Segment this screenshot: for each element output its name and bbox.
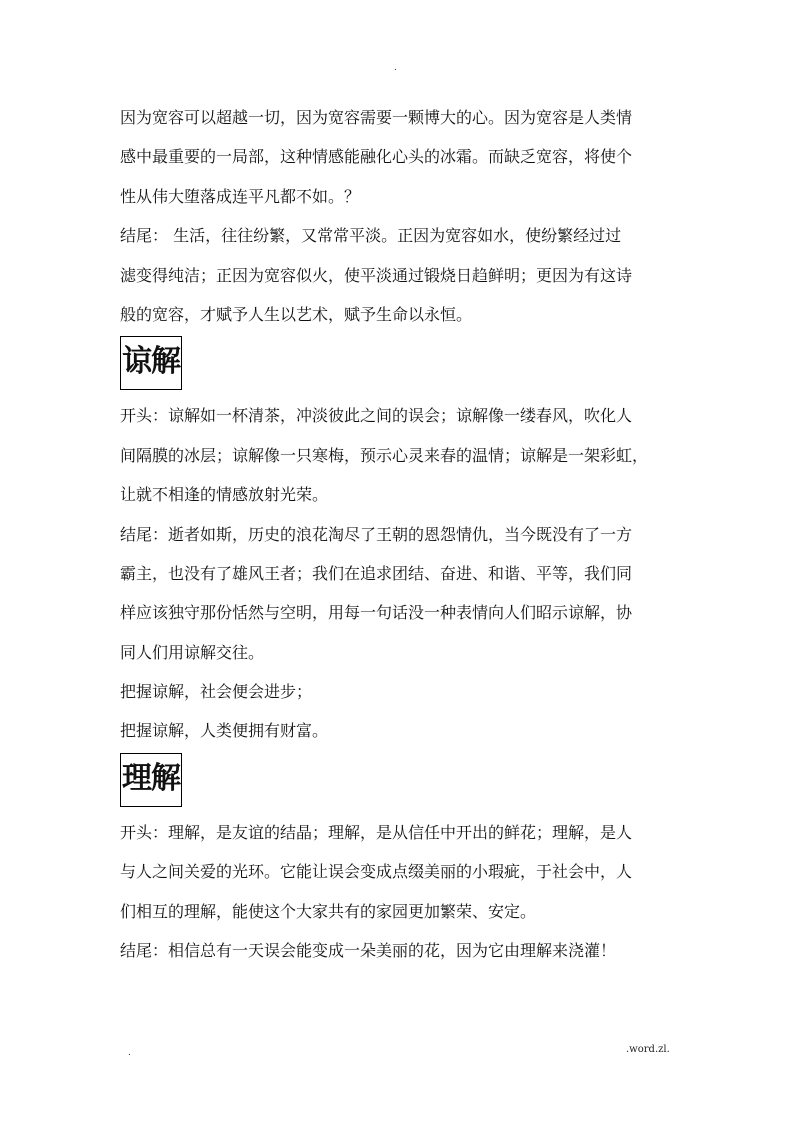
section-heading-liangjie: 谅解: [120, 336, 182, 390]
section-liangjie: [120, 334, 690, 751]
document-body: [120, 98, 690, 970]
text-line: 霸主，也没有了雄风王者；我们在追求团结、奋进、和谐、平等，我们同: [120, 563, 633, 583]
page-footer-right: .word.zl.: [626, 1044, 670, 1055]
text-line: 们相互的理解，能使这个大家共有的家园更加繁荣、安定。: [120, 901, 537, 921]
text-line: 结尾：相信总有一天误会能变成一朵美丽的花，因为它由理解来浇灌！: [120, 941, 617, 961]
text-line: 结尾： 生活，往往纷繁，又常常平淡。正因为宽容如水，使纷繁经过过: [120, 226, 622, 246]
text-line: 样应该独守那份恬然与空明，用每一句话没一种表情向人们昭示谅解，协: [120, 603, 633, 623]
text-line: 般的宽容，才赋予人生以艺术，赋予生命以永恒。: [120, 304, 473, 324]
section-heading-lijie: 理解: [120, 753, 182, 807]
text-line: 把握谅解，社会便会进步；: [120, 682, 313, 702]
section-kuanrong-conclusion: [120, 98, 690, 334]
section-lijie: [120, 751, 690, 971]
text-line: 因为宽容可以超越一切，因为宽容需要一颗博大的心。因为宽容是人类情: [120, 108, 633, 127]
text-line: 结尾：逝者如斯，历史的浪花淘尽了王朝的恩怨情仇，当今既没有了一方: [120, 524, 633, 544]
text-line: 同人们用谅解交往。: [120, 642, 265, 662]
text-line: 把握谅解，人类便拥有财富。: [120, 721, 329, 741]
text-line: 开头：谅解如一杯清茶，冲淡彼此之间的误会；谅解像一缕春风，吹化人: [120, 406, 633, 426]
text-line: 间隔膜的冰层；谅解像一只寒梅，预示心灵来春的温情；谅解是一架彩虹，: [120, 445, 649, 465]
text-line: 滤变得纯洁；正因为宽容似火，使平淡通过锻烧日趋鲜明；更因为有这诗: [120, 265, 633, 285]
text-line: 性从伟大堕落成连平凡都不如。？: [120, 186, 361, 206]
text-line: 让就不相逢的情感放射光荣。: [120, 485, 329, 505]
page-header-mark: .: [394, 63, 397, 73]
text-line: 感中最重要的一局部，这种情感能融化心头的冰霜。而缺乏宽容，将使个: [120, 147, 633, 167]
text-line: 开头：理解，是友谊的结晶；理解，是从信任中开出的鲜花；理解，是人: [120, 822, 633, 842]
page-footer-left: .: [128, 1048, 131, 1058]
text-line: 与人之间关爱的光环。它能让误会变成点缀美丽的小瑕疵，于社会中，人: [120, 862, 633, 882]
